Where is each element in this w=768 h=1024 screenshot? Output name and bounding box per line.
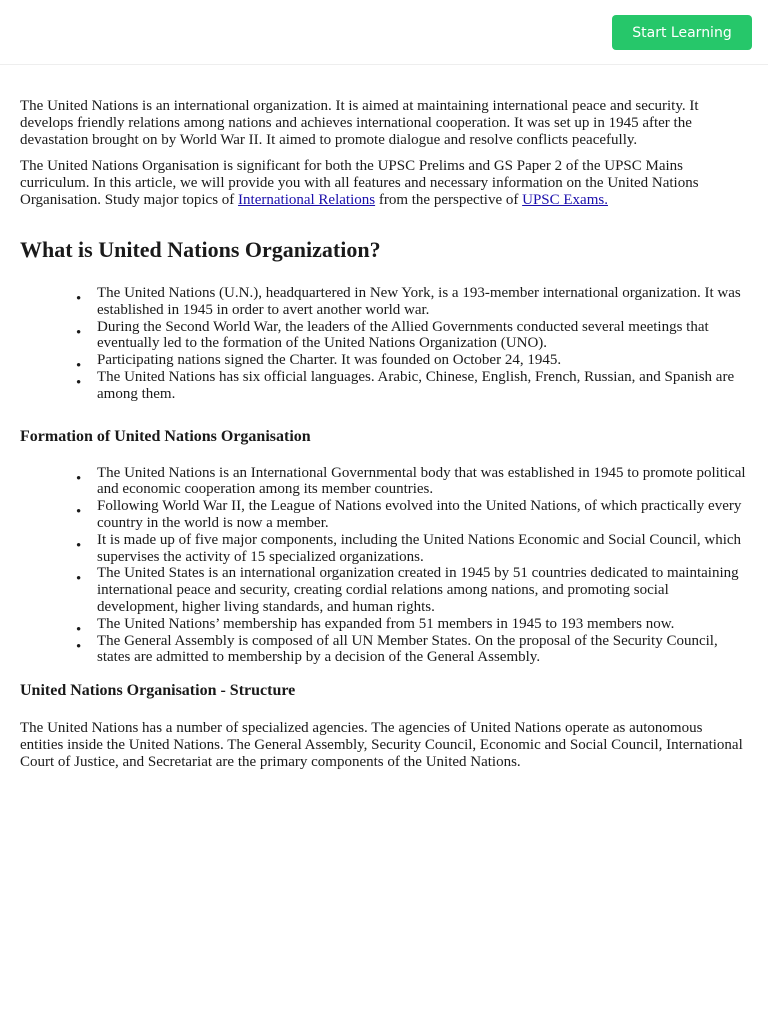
list-item [76,615,748,638]
list-item-text: The United States is an international organization created in 1945 by 51 countries dedicated to maintaining international peace and security, creating cordial relations among nations, and promoting social development, higher living standards, and human rights. [97,565,739,615]
section-heading-what-is-uno: What is United Nations Organization? [20,237,381,262]
list-item [76,632,748,667]
section-heading-structure: United Nations Organisation - Structure [20,682,296,700]
list-item-text: The United Nations is an International Governmental body that was established in 1945 to promote political and economic cooperation among its member countries. [97,464,746,498]
list-item-text: During the Second World War, the leaders of the Allied Governments conducted several meetings that eventually led to the formation of the United Nations Organization (UNO). [97,318,709,352]
list-item-text: The United Nations has six official languages. Arabic, Chinese, English, French, Russian, and Spanish are among them. [97,368,735,402]
intro-text-middle: from the perspective of [375,192,523,208]
list-item [76,368,748,403]
intro-text: The United Nations Organisation is significant for both the UPSC Prelims and GS Paper 2 of the UPSC Mains curriculum. In this article, we will provide you with all features and necessary information on the United Nations Organisation. Study major topics of [20,158,699,208]
top-bar [0,0,768,65]
intro-paragraph-upsc [20,158,748,209]
list-item-text: The United Nations (U.N.), headquartered in New York, is a 193-member international organization. It was established in 1945 in order to avert another world war. [97,285,741,318]
list-item [76,498,748,532]
bullet-icon: • [76,571,82,588]
bullet-icon: • [76,638,82,655]
upsc-exams-link[interactable]: UPSC Exams. [522,192,608,208]
list-item [76,464,748,499]
bullet-icon: • [76,324,82,341]
start-learning-button[interactable]: Start Learning [612,15,752,50]
list-item-text: Following World War II, the League of Nations evolved into the United Nations, of which practically every country in the world is now a member. [97,498,742,531]
list-item [76,565,748,615]
list-item [76,531,748,566]
formation-list [20,465,748,667]
list-item-text: The General Assembly is composed of all UN Member States. On the proposal of the Security Council, states are admitted to membership by a decision of the General Assembly. [97,632,718,666]
intro-paragraph: The United Nations is an international organization. It is aimed at maintaining international peace and security. It develops friendly relations among nations and achieves international cooperation. It was set up in 1945 after the devastation brought on by World War II. It aimed to promote dialogue and resolve conflicts peacefully. [20,98,699,148]
international-relations-link[interactable]: International Relations [238,192,376,208]
bullet-icon: • [76,504,82,521]
bullet-icon: • [76,374,82,391]
list-item [76,318,748,353]
list-item-text: It is made up of five major components, including the United Nations Economic and Social Council, which supervises the activity of 15 specialized organizations. [97,531,742,565]
bullet-icon: • [76,470,82,487]
structure-paragraph: The United Nations has a number of specialized agencies. The agencies of United Nations operate as autonomous entities inside the United Nations. The General Assembly, Security Council, Economic and Social Council, International Court of Justice, and Secretariat are the primary components of the United Nations. [20,720,743,771]
bullet-icon: • [76,621,82,638]
bullet-icon: • [76,358,82,375]
section-heading-formation: Formation of United Nations Organisation [20,427,311,445]
uno-facts-list [20,285,748,403]
bullet-icon: • [76,291,82,307]
list-item [76,285,748,319]
list-item-text: The United Nations’ membership has expanded from 51 members in 1945 to 193 members now. [97,615,675,632]
list-item-text: Participating nations signed the Charter. It was founded on October 24, 1945. [97,352,562,369]
bullet-icon: • [76,537,82,554]
list-item [76,352,748,375]
article-content [0,98,768,771]
